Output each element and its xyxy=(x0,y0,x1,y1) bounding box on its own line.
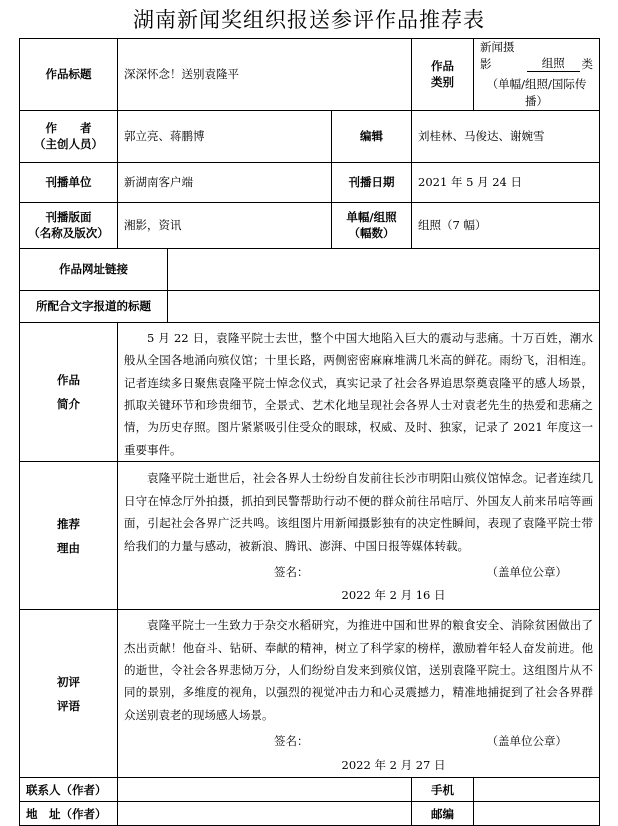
page-label-line2: （名称及版次） xyxy=(28,226,109,241)
work-title-label: 作品标题 xyxy=(20,39,118,111)
phone-label: 手机 xyxy=(412,778,474,802)
reason-seal: （盖单位公章） xyxy=(486,565,568,580)
category-prefix: 新闻摄影 xyxy=(480,40,515,71)
reason-label-line1: 推荐 xyxy=(57,516,80,531)
author-label-line2: （主创人员） xyxy=(34,137,103,152)
reason-label-line2: 理由 xyxy=(57,540,80,555)
category-suffix: 类 xyxy=(581,56,594,71)
publisher-label: 刊播单位 xyxy=(20,162,118,202)
intro-label xyxy=(20,322,118,462)
intro-label-line1: 作品 xyxy=(57,372,80,387)
address-label: 地 址（作者） xyxy=(20,802,118,826)
review-signature: 签名： xyxy=(274,734,309,749)
intro-section xyxy=(118,322,600,462)
intro-text: 5 月 22 日，袁隆平院士去世，整个中国大地陷入巨大的震动与悲痛。十万百姓，潮水般从全国各地涌向殡仪馆；十里长路，两侧密密麻麻堆满几米高的鲜花。雨纷飞，泪相连。记者连续多日聚焦袁隆平院士悼念仪式，真实记录了社会各界追思祭奠袁隆平的感人场景，抓取关键环节和珍贵细节，全景式、艺术化地呈现社会各界人士对袁老先生的热爱和悲痛之情，为历史存照。图片紧紧吸引住受众的眼球，权威、及时、独家，记录了 2021 年度这一重要事件。 xyxy=(124,330,594,457)
contact-value xyxy=(118,778,412,802)
work-category-label xyxy=(412,39,474,111)
postcode-label: 邮编 xyxy=(412,802,474,826)
reason-label xyxy=(20,462,118,610)
page-label-line1: 刊播版面 xyxy=(45,209,92,224)
reason-text: 袁隆平院士逝世后，社会各界人士纷纷自发前往长沙市明阳山殡仪馆悼念。记者连续几日守在悼念厅外拍摄，抓拍到民警帮助行动不便的群众前往吊唁厅、外国友人前来吊唁等画面，引起社会各界广泛共鸣。该组图片用新闻摄影独有的决定性瞬间，表现了袁隆平院士带给我们的力量与感动，被新浪、腾讯、澎湃、中国日报等媒体转载。 xyxy=(124,471,594,553)
author-label xyxy=(20,110,118,162)
reason-date: 2022 年 2 月 16 日 xyxy=(341,588,446,603)
author-label-line1: 作 者 xyxy=(45,120,92,135)
page-value: 湘影，资讯 xyxy=(118,202,332,248)
work-category-value xyxy=(474,39,600,111)
url-label: 作品网址链接 xyxy=(20,248,168,290)
phone-value xyxy=(474,778,600,802)
count-label xyxy=(332,202,412,248)
contact-label: 联系人（作者） xyxy=(20,778,118,802)
work-title-value: 深深怀念！送别袁隆平 xyxy=(118,39,412,111)
publish-date-label: 刊播日期 xyxy=(332,162,412,202)
category-options: （单幅/组照/国际传播） xyxy=(486,77,587,109)
review-text: 袁隆平院士一生致力于杂交水稻研究，为推进中国和世界的粮食安全、消除贫困做出了杰出贡献！他奋斗、钻研、奉献的精神，树立了科学家的榜样，激励着年轻人奋发前进。他的逝世，令社会各界悲恸万分，人们纷纷自发来到殡仪馆，送别袁隆平院士。这组图片从不同的景别，多维度的视角，以强烈的视觉冲击力和心灵震撼力，精准地捕捉到了社会各界群众送别袁老的现场感人场景。 xyxy=(124,618,594,722)
page-label xyxy=(20,202,118,248)
work-category-label-line1: 作品 xyxy=(431,58,455,73)
review-label xyxy=(20,610,118,778)
review-date: 2022 年 2 月 27 日 xyxy=(341,757,446,772)
work-category-label-line2: 类别 xyxy=(431,75,455,90)
review-label-line2: 评语 xyxy=(57,698,80,713)
reason-signature: 签名： xyxy=(274,565,309,580)
url-value xyxy=(168,248,600,290)
address-value xyxy=(118,802,412,826)
reason-section xyxy=(118,462,600,610)
count-label-line2: （幅数） xyxy=(348,226,395,241)
headline-label: 所配合文字报道的标题 xyxy=(20,290,168,322)
count-value: 组照（7 幅） xyxy=(412,202,600,248)
intro-label-line2: 简介 xyxy=(57,396,80,411)
review-label-line1: 初评 xyxy=(57,674,80,689)
review-section xyxy=(118,610,600,778)
postcode-value xyxy=(474,802,600,826)
headline-value xyxy=(168,290,600,322)
publish-date-value: 2021 年 5 月 24 日 xyxy=(412,162,600,202)
editor-label: 编辑 xyxy=(332,110,412,162)
publisher-value: 新湖南客户端 xyxy=(118,162,332,202)
author-value: 郭立亮、蒋鹏博 xyxy=(118,110,332,162)
review-seal: （盖单位公章） xyxy=(486,734,568,749)
category-value: 组照 xyxy=(527,55,580,73)
editor-value: 刘桂林、马俊达、谢婉雪 xyxy=(412,110,600,162)
recommendation-form xyxy=(19,38,600,826)
page-title: 湖南新闻奖组织报送参评作品推荐表 xyxy=(133,8,485,32)
count-label-line1: 单幅/组照 xyxy=(346,209,397,224)
